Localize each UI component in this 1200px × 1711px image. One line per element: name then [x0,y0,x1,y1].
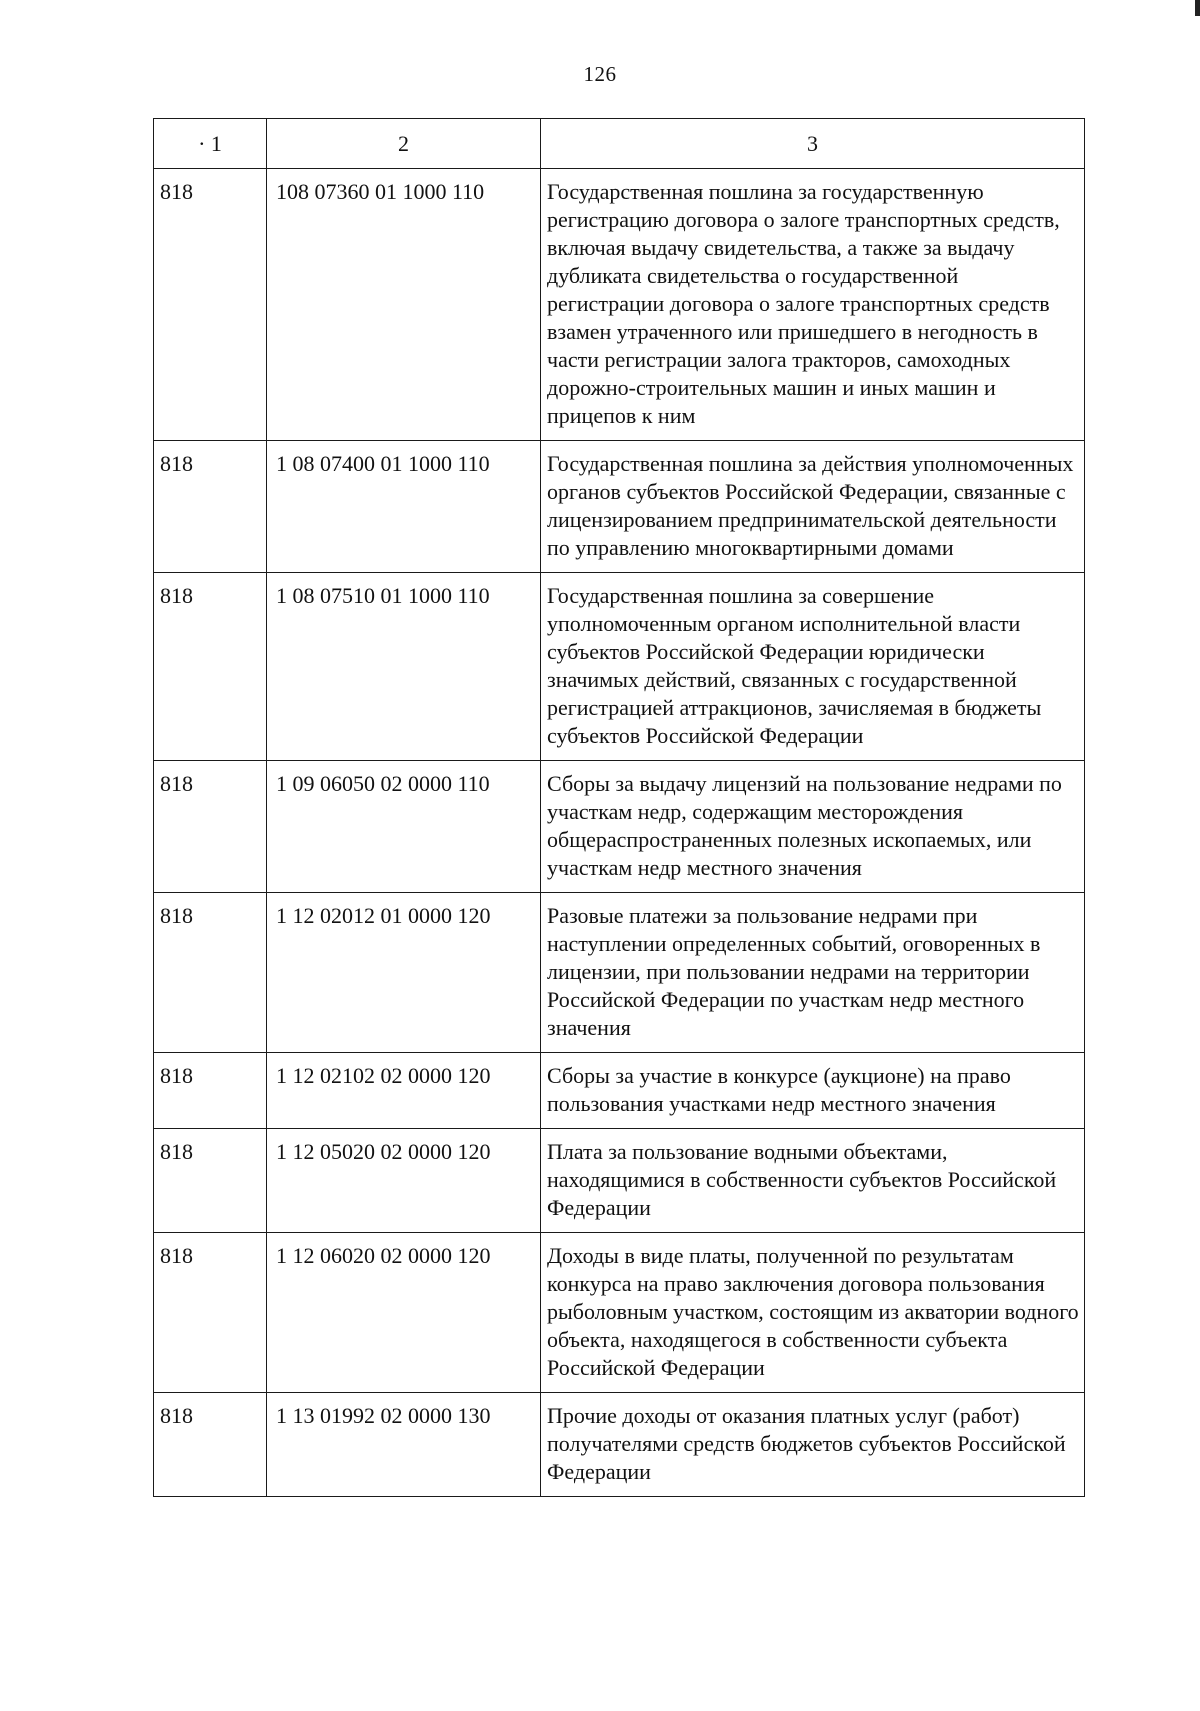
column-header-1: · 1 [154,119,267,169]
description-cell: Плата за пользование водными объектами, находящимися в собственности субъектов Российской Федерации [541,1129,1085,1233]
budget-code-cell: 1 08 07400 01 1000 110 [267,441,541,573]
budget-code-cell: 1 09 06050 02 0000 110 [267,761,541,893]
table-header [154,119,1085,169]
admin-code-cell: 818 [154,169,267,441]
admin-code-cell: 818 [154,1393,267,1497]
scan-edge-mark [1195,0,1200,16]
column-header-3: 3 [541,119,1085,169]
admin-code-cell: 818 [154,761,267,893]
description-cell: Прочие доходы от оказания платных услуг (работ) получателями средств бюджетов субъектов Российской Федерации [541,1393,1085,1497]
description-cell: Государственная пошлина за действия уполномоченных органов субъектов Российской Федерации, связанные с лицензированием предпринимательской деятельности по управлению многоквартирными домами [541,441,1085,573]
description-cell: Доходы в виде платы, полученной по результатам конкурса на право заключения договора пользования рыболовным участком, состоящим из акватории водного объекта, находящегося в собственности субъекта Российской Федерации [541,1233,1085,1393]
table-row [154,169,1085,441]
page-number: 126 [583,62,617,86]
table-row [154,1233,1085,1393]
table-row [154,1053,1085,1129]
description-cell: Сборы за участие в конкурсе (аукционе) на право пользования участками недр местного значения [541,1053,1085,1129]
budget-code-cell: 1 12 06020 02 0000 120 [267,1233,541,1393]
budget-code-cell: 1 12 05020 02 0000 120 [267,1129,541,1233]
admin-code-cell: 818 [154,1053,267,1129]
table-row [154,1393,1085,1497]
table-row [154,441,1085,573]
admin-code-cell: 818 [154,893,267,1053]
description-cell: Сборы за выдачу лицензий на пользование недрами по участкам недр, содержащим месторождения общераспространенных полезных ископаемых, или участкам недр местного значения [541,761,1085,893]
budget-code-cell: 108 07360 01 1000 110 [267,169,541,441]
admin-code-cell: 818 [154,441,267,573]
description-cell: Государственная пошлина за совершение уполномоченным органом исполнительной власти субъектов Российской Федерации юридически значимых действий, связанных с государственной регистрацией аттракционов, зачисляемая в бюджеты субъектов Российской Федерации [541,573,1085,761]
column-header-2: 2 [267,119,541,169]
budget-code-cell: 1 08 07510 01 1000 110 [267,573,541,761]
admin-code-cell: 818 [154,1129,267,1233]
table-row [154,761,1085,893]
table-row [154,1129,1085,1233]
admin-code-cell: 818 [154,573,267,761]
budget-code-cell: 1 12 02012 01 0000 120 [267,893,541,1053]
table-row [154,573,1085,761]
description-cell: Государственная пошлина за государственную регистрацию договора о залоге транспортных средств, включая выдачу свидетельства, а также за выдачу дубликата свидетельства о государственной регистрации договора о залоге транспортных средств взамен утраченного или пришедшего в негодность в части регистрации залога тракторов, самоходных дорожно-строительных машин и иных машин и прицепов к ним [541,169,1085,441]
admin-code-cell: 818 [154,1233,267,1393]
budget-code-cell: 1 12 02102 02 0000 120 [267,1053,541,1129]
table-body [154,169,1085,1497]
revenue-codes-table [153,118,1085,1497]
budget-code-cell: 1 13 01992 02 0000 130 [267,1393,541,1497]
description-cell: Разовые платежи за пользование недрами при наступлении определенных событий, оговоренных в лицензии, при пользовании недрами на территории Российской Федерации по участкам недр местного значения [541,893,1085,1053]
table-row [154,893,1085,1053]
header-row [154,119,1085,169]
